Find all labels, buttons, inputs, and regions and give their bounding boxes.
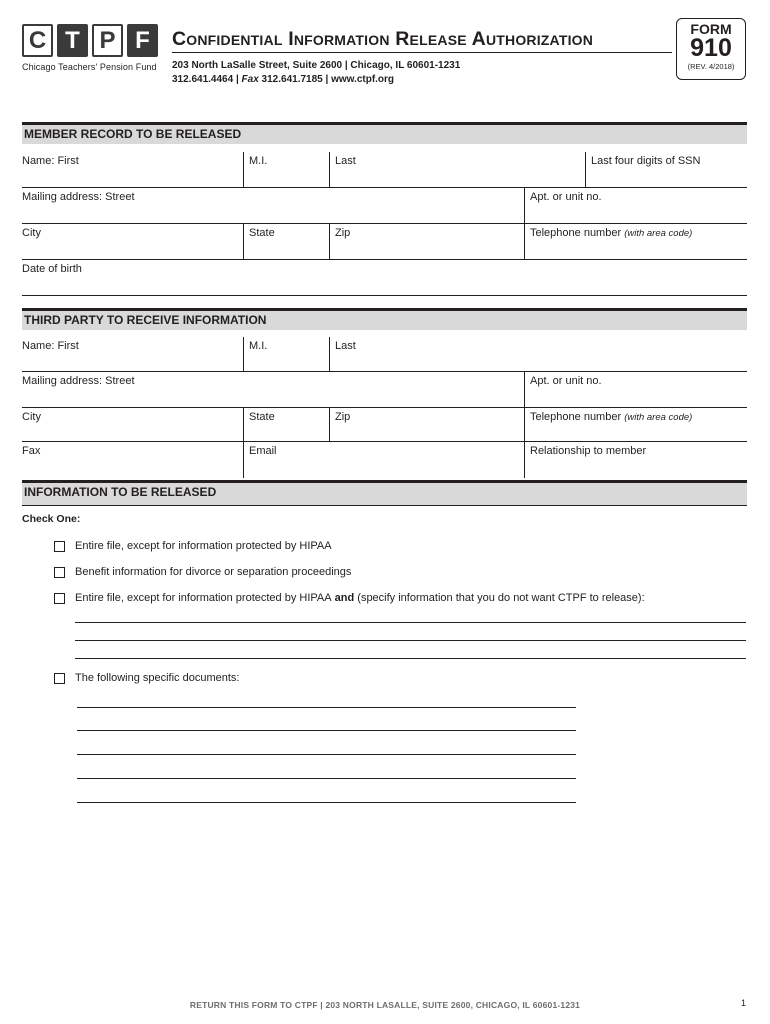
tp-last-name-field[interactable] <box>329 337 747 371</box>
field-label: Date of birth <box>22 263 82 275</box>
option-label: (specify information that you do not want CTPF to release): <box>357 592 645 604</box>
form-title: Confidential Information Release Authorization <box>172 28 594 50</box>
member-city-row <box>22 224 747 260</box>
option-label-bold: and <box>334 592 355 604</box>
option-benefit-info[interactable] <box>54 566 351 578</box>
form-number: 910 <box>690 34 732 62</box>
ctpf-logo <box>22 24 162 72</box>
footer-return-address: RETURN THIS FORM TO CTPF | 203 NORTH LASALLE, SUITE 2600, CHICAGO, IL 60601-1231 <box>189 1000 581 1010</box>
field-label: Last <box>335 340 356 352</box>
tp-apt-field[interactable] <box>524 372 747 407</box>
tp-name-row <box>22 337 747 372</box>
field-label: Apt. or unit no. <box>530 375 602 387</box>
field-label: City <box>22 227 41 239</box>
tp-city-field[interactable] <box>22 408 243 441</box>
tp-zip-field[interactable] <box>329 408 524 441</box>
contact-line <box>172 74 394 85</box>
documents-line[interactable] <box>77 730 576 731</box>
field-label: Last four digits of SSN <box>591 155 701 167</box>
member-first-name-field[interactable] <box>22 152 243 187</box>
tp-street-field[interactable] <box>22 372 524 407</box>
member-last-name-field[interactable] <box>329 152 585 187</box>
checkbox[interactable] <box>54 673 65 684</box>
field-label: Mailing address: Street <box>22 375 135 387</box>
logo-letter-p: P <box>92 24 123 57</box>
form-revision: (REV. 4/2018) <box>687 62 735 71</box>
member-state-field[interactable] <box>243 224 329 259</box>
field-label: Apt. or unit no. <box>530 191 602 203</box>
logo-letters <box>22 24 162 57</box>
tp-contact-row <box>22 442 747 478</box>
specify-line[interactable] <box>75 640 746 641</box>
option-entire-file[interactable] <box>54 540 332 552</box>
option-label: Entire file, except for information protected by HIPAA <box>75 540 332 552</box>
title-rule <box>172 52 672 53</box>
tp-relationship-field[interactable] <box>524 442 747 478</box>
form-number-box <box>676 18 746 80</box>
fax-web-text: 312.641.7185 | www.ctpf.org <box>261 74 395 85</box>
check-one-label: Check One: <box>22 513 81 525</box>
tp-phone-field[interactable] <box>524 408 747 441</box>
specify-line[interactable] <box>75 622 746 623</box>
field-label: Fax <box>22 445 41 457</box>
logo-letter-t: T <box>57 24 88 57</box>
field-label: Telephone number <box>530 227 622 239</box>
phone-text: 312.641.4464 | <box>172 74 239 85</box>
checkbox[interactable] <box>54 541 65 552</box>
field-label: Relationship to member <box>530 445 647 457</box>
field-label: Last <box>335 155 356 167</box>
info-section-heading: INFORMATION TO BE RELEASED <box>22 480 747 506</box>
field-label: Zip <box>335 411 351 423</box>
documents-line[interactable] <box>77 778 576 779</box>
checkbox[interactable] <box>54 593 65 604</box>
page-number: 1 <box>741 998 747 1008</box>
logo-letter-f: F <box>127 24 158 57</box>
member-phone-field[interactable] <box>524 224 747 259</box>
documents-line[interactable] <box>77 802 576 803</box>
checkbox[interactable] <box>54 567 65 578</box>
field-label: Email <box>249 445 277 457</box>
field-note: (with area code) <box>624 228 693 239</box>
third-party-section-heading: THIRD PARTY TO RECEIVE INFORMATION <box>22 308 747 330</box>
documents-line[interactable] <box>77 707 576 708</box>
member-zip-field[interactable] <box>329 224 524 259</box>
tp-mi-field[interactable] <box>243 337 329 371</box>
field-label: M.I. <box>249 340 268 352</box>
field-label: Name: First <box>22 340 79 352</box>
field-label: M.I. <box>249 155 268 167</box>
field-label: State <box>249 411 275 423</box>
member-dob-row <box>22 260 747 296</box>
option-label: Benefit information for divorce or separation proceedings <box>75 566 352 578</box>
member-name-row <box>22 152 747 188</box>
member-street-field[interactable] <box>22 188 524 223</box>
tp-address-row <box>22 372 747 408</box>
member-city-field[interactable] <box>22 224 243 259</box>
member-apt-field[interactable] <box>524 188 747 223</box>
option-label: The following specific documents: <box>75 672 240 684</box>
tp-first-name-field[interactable] <box>22 337 243 371</box>
specify-line[interactable] <box>75 658 746 659</box>
logo-subtitle: Chicago Teachers' Pension Fund <box>22 62 157 72</box>
tp-email-field[interactable] <box>243 442 524 478</box>
field-label: Telephone number <box>530 411 622 423</box>
field-label: City <box>22 411 41 423</box>
logo-letter-c: C <box>22 24 53 57</box>
option-entire-file-specify[interactable] <box>54 592 645 604</box>
documents-line[interactable] <box>77 754 576 755</box>
tp-state-field[interactable] <box>243 408 329 441</box>
option-label: Entire file, except for information protected by HIPAA <box>75 592 332 604</box>
form-word: FORM <box>690 21 732 37</box>
field-label: Zip <box>335 227 351 239</box>
address-line: 203 North LaSalle Street, Suite 2600 | Chicago, IL 60601-1231 <box>172 60 461 71</box>
option-specific-documents[interactable] <box>54 672 239 684</box>
member-address-row <box>22 188 747 224</box>
field-label: State <box>249 227 275 239</box>
member-section-heading: MEMBER RECORD TO BE RELEASED <box>22 122 747 144</box>
field-label: Name: First <box>22 155 79 167</box>
field-note: (with area code) <box>624 412 693 423</box>
fax-label: Fax <box>241 74 259 85</box>
tp-fax-field[interactable] <box>22 442 243 478</box>
member-ssn-field[interactable] <box>585 152 747 187</box>
member-mi-field[interactable] <box>243 152 329 187</box>
member-dob-field[interactable] <box>22 260 747 295</box>
tp-city-row <box>22 408 747 442</box>
field-label: Mailing address: Street <box>22 191 135 203</box>
